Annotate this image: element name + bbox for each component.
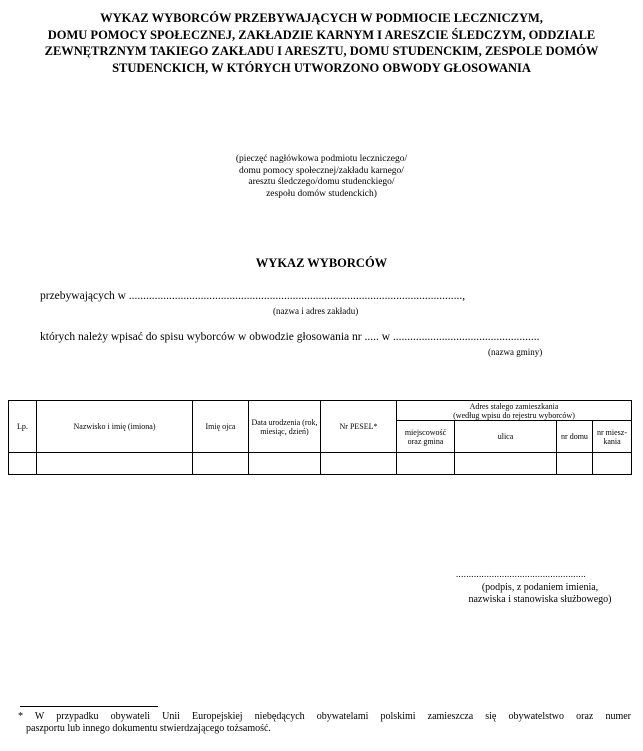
table-cell[interactable] bbox=[9, 453, 37, 475]
column-lp: Lp. bbox=[9, 401, 37, 453]
table-cell[interactable] bbox=[455, 453, 557, 475]
column-street: ulica bbox=[455, 421, 557, 453]
footnote-line: * W przypadku obywateli Unii Europejskiej niebędących obywatelami polskimi zamieszcza się obywatelstwo oraz numer bbox=[18, 711, 631, 722]
address-header: Adres stałego zamieszkania bbox=[469, 401, 559, 411]
column-address-group bbox=[397, 401, 632, 421]
district-line: których należy wpisać do spisu wyborców w obwodzie głosowania nr ..... w ................................................... bbox=[40, 331, 540, 343]
stamp-line: aresztu śledczego/domu studenckiego/ bbox=[248, 177, 395, 187]
table-cell[interactable] bbox=[249, 453, 321, 475]
document-title bbox=[20, 10, 623, 76]
table-cell[interactable] bbox=[557, 453, 593, 475]
signature-caption-line: (podpis, z podaniem imienia, bbox=[481, 582, 599, 593]
voters-table bbox=[8, 400, 632, 475]
title-line: WYKAZ WYBORCÓW PRZEBYWAJĄCYCH W PODMIOCIE LECZNICZYM, bbox=[100, 11, 543, 25]
table-cell[interactable] bbox=[37, 453, 193, 475]
signature-caption bbox=[440, 582, 640, 606]
facility-caption: (nazwa i adres zakładu) bbox=[273, 306, 359, 316]
signature-line: ................................................... bbox=[456, 569, 587, 579]
column-flat-number: nr miesz-kania bbox=[593, 421, 632, 453]
table-row bbox=[9, 453, 632, 475]
address-subheader: (według wpisu do rejestru wyborców) bbox=[453, 410, 575, 420]
footnote bbox=[18, 711, 631, 735]
column-father-name: Imię ojca bbox=[193, 401, 249, 453]
stamp-placeholder bbox=[200, 154, 443, 200]
column-pesel: Nr PESEL* bbox=[321, 401, 397, 453]
table-cell[interactable] bbox=[593, 453, 632, 475]
title-line: STUDENCKICH, W KTÓRYCH UTWORZONO OBWODY GŁOSOWANIA bbox=[112, 60, 531, 75]
footnote-line: paszportu lub innego dokumentu stwierdzającego tożsamość. bbox=[26, 723, 271, 734]
table-cell[interactable] bbox=[321, 453, 397, 475]
stamp-line: domu pomocy społecznej/zakładu karnego/ bbox=[239, 165, 404, 176]
stamp-line: (pieczęć nagłówkowa podmiotu leczniczego/ bbox=[235, 154, 408, 164]
table-cell[interactable] bbox=[397, 453, 455, 475]
column-place: miejscowość oraz gmina bbox=[397, 421, 455, 453]
column-name: Nazwisko i imię (imiona) bbox=[37, 401, 193, 453]
table-cell[interactable] bbox=[193, 453, 249, 475]
signature-caption-line: nazwiska i stanowiska służbowego) bbox=[468, 594, 612, 605]
column-house-number: nr domu bbox=[557, 421, 593, 453]
column-birth-date: Data urodzenia (rok, miesiąc, dzień) bbox=[249, 401, 321, 453]
municipality-caption: (nazwa gminy) bbox=[488, 347, 543, 357]
footnote-divider bbox=[20, 706, 158, 707]
facility-line: przebywających w ...................................................................................................................., bbox=[40, 290, 466, 302]
title-line: ZEWNĘTRZNYM TAKIEGO ZAKŁADU I ARESZTU, DOMU STUDENCKIM, ZESPOLE DOMÓW bbox=[44, 44, 599, 58]
stamp-line: zespołu domów studenckich) bbox=[266, 188, 377, 199]
section-heading: WYKAZ WYBORCÓW bbox=[255, 256, 388, 270]
title-line: DOMU POMOCY SPOŁECZNEJ, ZAKŁADZIE KARNYM I ARESZCIE ŚLEDCZYM, ODDZIALE bbox=[47, 27, 596, 42]
